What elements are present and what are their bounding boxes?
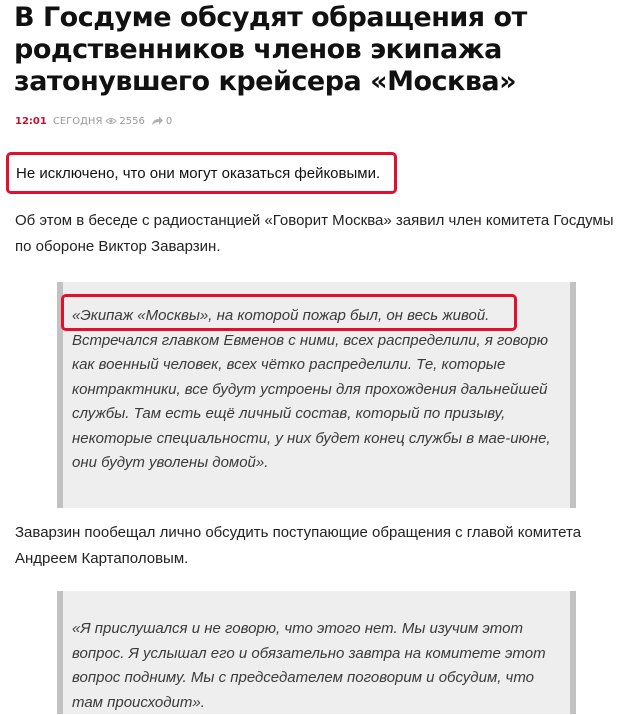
publish-day: СЕГОДНЯ xyxy=(52,115,103,127)
article-meta xyxy=(15,114,172,128)
quote-block-2 xyxy=(57,591,576,714)
shares-count[interactable]: 0 xyxy=(165,115,173,127)
views-count: 2556 xyxy=(119,115,145,127)
article-lead: Не исключено, что они могут оказаться фейковыми. xyxy=(16,164,381,182)
quote-highlight-frame xyxy=(61,294,517,331)
paragraph-1: Об этом в беседе с радиостанцией «Говорит Москва» заявил член комитета Госдумы по обороне Виктор Заварзин. xyxy=(15,212,614,255)
quote-1-rest: Встречался главком Евменов с ними, всех распределили, я говорю как военный человек, всех чётко распределили. Те, которые контрактники, все будут устроены для прохождения дальнейшей службы. Там есть ещё личный состав, который по призыву, некоторые специальности, у них будет конец службы в мае-июне, они будут уволены домой». xyxy=(72,331,551,471)
publish-time: 12:01 xyxy=(15,115,47,127)
paragraph-2: Заварзин пообещал лично обсудить поступающие обращения с главой комитета Андреем Картаполовым. xyxy=(15,524,582,567)
quote-2-text: «Я прислушался и не говорю, что этого нет. Мы изучим этот вопрос. Я услышал его и обязательно завтра на комитете этот вопрос подниму. Мы с председателем поговорим и обсудим, что там происходит». xyxy=(72,620,546,711)
article-title: В Госдуме обсудят обращения от родственников членов экипажа затонувшего крейсера «Москва» xyxy=(14,2,527,97)
quote-1-highlighted-sentence: «Экипаж «Москвы», на которой пожар был, он весь живой. xyxy=(72,307,490,324)
share-arrow-icon[interactable] xyxy=(151,116,164,126)
eye-icon xyxy=(105,117,117,125)
